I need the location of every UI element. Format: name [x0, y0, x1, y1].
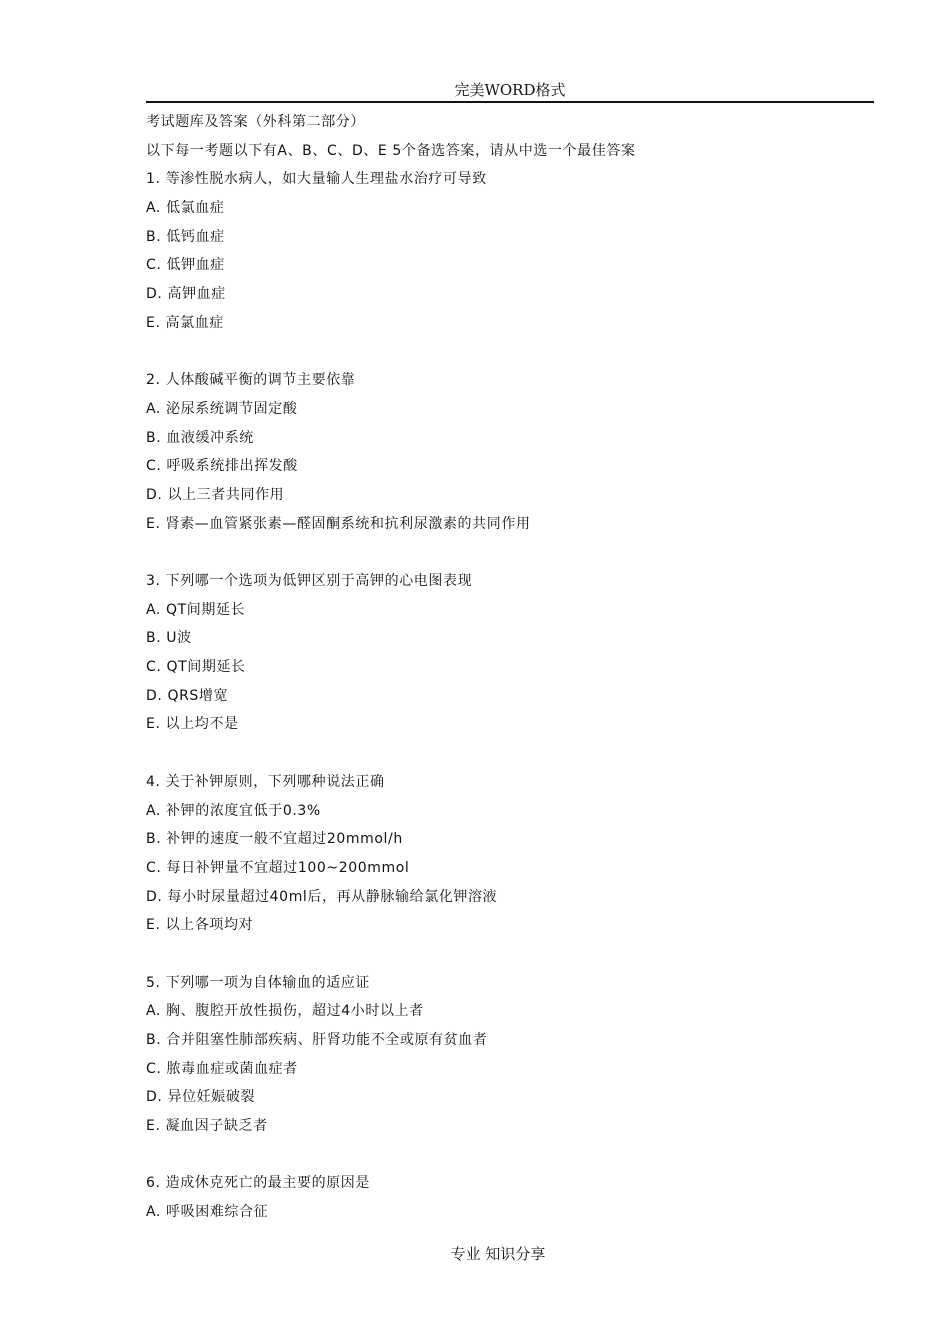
option-b: B. 低钙血症	[146, 228, 225, 245]
option-b: B. 合并阻塞性肺部疾病、肝肾功能不全或原有贫血者	[146, 1032, 488, 1048]
spacer	[146, 1141, 866, 1170]
option-a: A. 呼吸困难综合征	[146, 1204, 269, 1221]
question-1	[146, 165, 866, 337]
spacer	[146, 538, 866, 567]
option-c: C. 每日补钾量不宜超过100~200mmol	[146, 859, 410, 876]
spacer	[146, 739, 866, 768]
document-body	[146, 108, 866, 1227]
option-e: E. 凝血因子缺乏者	[146, 1118, 268, 1135]
question-stem: 1. 等渗性脱水病人，如大量输人生理盐水治疗可导致	[146, 171, 487, 188]
option-a: A. 补钾的浓度宜低于0.3%	[146, 802, 321, 819]
page-footer: 专业 知识分享	[450, 1245, 546, 1263]
question-5	[146, 969, 866, 1141]
option-c: C. 低钾血症	[146, 257, 225, 274]
question-stem: 6. 造成休克死亡的最主要的原因是	[146, 1175, 371, 1192]
header-rule	[146, 101, 874, 103]
option-d: D. 异位妊娠破裂	[146, 1089, 256, 1106]
option-a: A. 低氯血症	[146, 200, 225, 217]
question-stem: 5. 下列哪一项为自体输血的适应证	[146, 974, 371, 991]
question-stem: 4. 关于补钾原则，下列哪种说法正确	[146, 773, 385, 790]
option-c: C. QT间期延长	[146, 659, 246, 676]
option-d: D. 以上三者共同作用	[146, 486, 285, 503]
spacer	[146, 338, 866, 367]
option-b: B. 血液缓冲系统	[146, 429, 254, 446]
doc-instruction: 以下每一考题以下有A、B、C、D、E 5个备选答案，请从中选一个最佳答案	[146, 142, 636, 159]
option-a: A. 泌尿系统调节固定酸	[146, 400, 298, 417]
option-b: B. 补钾的速度一般不宜超过20mmol/h	[146, 831, 403, 848]
question-2	[146, 366, 866, 538]
option-d: D. QRS增宽	[146, 687, 229, 704]
option-a: A. QT间期延长	[146, 601, 246, 618]
option-d: D. 每小时尿量超过40ml后，再从静脉输给氯化钾溶液	[146, 888, 498, 905]
option-c: C. 呼吸系统排出挥发酸	[146, 458, 298, 475]
spacer	[146, 940, 866, 969]
option-b: B. U波	[146, 630, 192, 647]
question-stem: 2. 人体酸碱平衡的调节主要依靠	[146, 372, 356, 389]
option-e: E. 肾素—血管紧张素—醛固酮系统和抗利尿激素的共同作用	[146, 515, 531, 532]
page-header: 完美WORD格式	[454, 81, 566, 99]
question-6	[146, 1169, 866, 1226]
option-a: A. 胸、腹腔开放性损伤，超过4小时以上者	[146, 1003, 424, 1020]
option-c: C. 脓毒血症或菌血症者	[146, 1060, 298, 1077]
question-4	[146, 768, 866, 940]
option-e: E. 高氯血症	[146, 314, 224, 331]
option-e: E. 以上均不是	[146, 716, 239, 733]
question-3	[146, 567, 866, 739]
option-e: E. 以上各项均对	[146, 917, 254, 934]
question-stem: 3. 下列哪一个选项为低钾区别于高钾的心电图表现	[146, 573, 473, 589]
doc-title: 考试题库及答案（外科第二部分）	[146, 114, 365, 130]
option-d: D. 高钾血症	[146, 286, 226, 303]
